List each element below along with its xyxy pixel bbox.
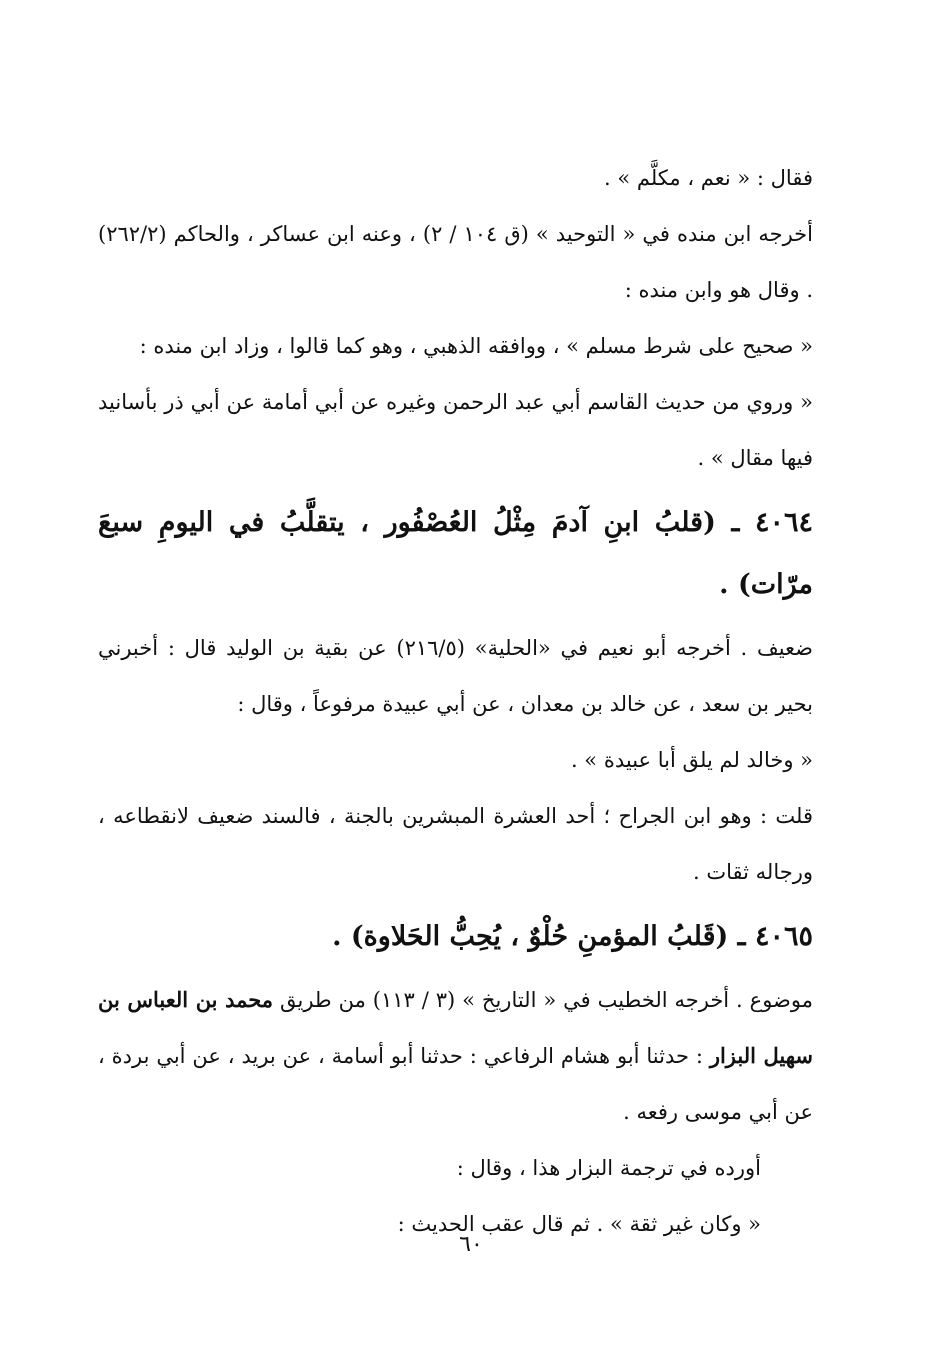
hadith-4065-paragraph-1 xyxy=(98,972,813,1140)
hadith-4064-paragraph-3: قلت : وهو ابن الجراح ؛ أحد العشرة المبشرين بالجنة ، فالسند ضعيف لانقطاعه ، ورجاله ثقات . xyxy=(98,804,813,884)
hadith-4065-para1-end: : حدثنا أبو هشام الرفاعي : حدثنا أبو أسامة ، عن بريد ، عن أبي بردة ، عن أبي موسى رفعه . xyxy=(98,1044,813,1124)
paragraph-2: أخرجه ابن منده في « التوحيد » (ق ١٠٤ / ٢) ، وعنه ابن عساكر ، والحاكم (٢٦٢/٢) . وقال هو وابن منده : xyxy=(98,222,813,302)
hadith-4065-paragraph-3: « وكان غير ثقة » . ثم قال عقب الحديث : xyxy=(397,1212,761,1236)
page-body xyxy=(98,150,813,1290)
hadith-4064-heading: ٤٠٦٤ ـ (قلبُ ابنِ آدمَ مِثْلُ العُصْفُور ، يتقلَّبُ في اليومِ سبعَ مرّات) . xyxy=(98,507,813,600)
page-number: ٦٠ xyxy=(459,1232,483,1257)
hadith-4064-paragraph-1: ضعيف . أخرجه أبو نعيم في «الحلية» (٢١٦/٥) عن بقية بن الوليد قال : أخبرني بحير بن سعد ، عن خالد بن معدان ، عن أبي عبيدة مرفوعاً ، وقال : xyxy=(98,636,813,716)
paragraph-1: فقال : « نعم ، مكلَّم » . xyxy=(604,166,813,190)
paragraph-4: « وروي من حديث القاسم أبي عبد الرحمن وغيره عن أبي أمامة عن أبي ذر بأسانيد فيها مقال » . xyxy=(98,390,813,470)
narrator-name: محمد بن العباس بن سهيل البزار xyxy=(98,987,813,1068)
hadith-4065-heading: ٤٠٦٥ ـ (قَلبُ المؤمنِ حُلْوٌ ، يُحِبُّ الحَلاوة) . xyxy=(332,921,813,952)
hadith-4065-para1-start: موضوع . أخرجه الخطيب في « التاريخ » (٣ / ١١٣) من طريق xyxy=(273,988,813,1012)
hadith-4065-paragraph-2: أورده في ترجمة البزار هذا ، وقال : xyxy=(456,1156,761,1180)
paragraph-3: « صحيح على شرط مسلم » ، ووافقه الذهبي ، وهو كما قالوا ، وزاد ابن منده : xyxy=(139,334,813,358)
hadith-4064-paragraph-2: « وخالد لم يلق أبا عبيدة » . xyxy=(570,748,813,772)
